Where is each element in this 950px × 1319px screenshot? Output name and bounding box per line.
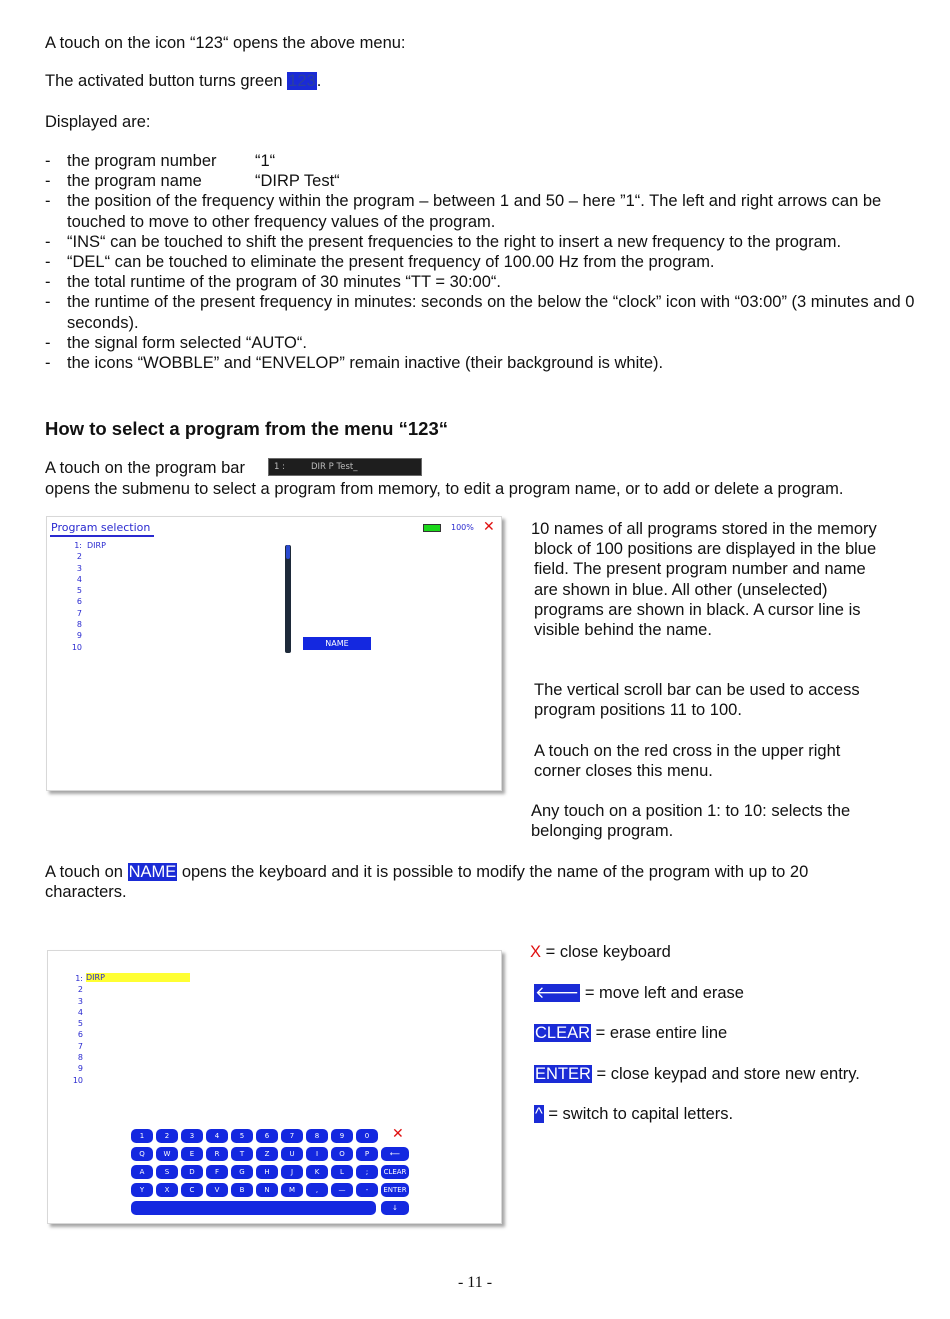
- program-selection-screenshot: [46, 516, 502, 791]
- backspace-key[interactable]: ⟵: [381, 1147, 409, 1161]
- right-paragraph-3: [534, 741, 840, 781]
- program-number[interactable]: 3: [76, 563, 82, 573]
- name-button[interactable]: NAME: [303, 637, 371, 650]
- close-keyboard-icon[interactable]: ✕: [392, 1125, 404, 1141]
- intro-line-2-text: The activated button turns green: [45, 72, 288, 90]
- text-line: are shown in blue. All other (unselected): [534, 580, 828, 599]
- key[interactable]: 6: [256, 1129, 278, 1143]
- program-number[interactable]: 6: [76, 597, 82, 607]
- legend-back-text: = move left and erase: [580, 984, 744, 1002]
- key[interactable]: K: [306, 1165, 328, 1179]
- key[interactable]: B: [231, 1183, 253, 1197]
- text-line: programs are shown in black. A cursor line is: [534, 600, 861, 619]
- key[interactable]: 3: [181, 1129, 203, 1143]
- key[interactable]: N: [256, 1183, 278, 1197]
- program-number: 5: [77, 1019, 83, 1029]
- list-item-text: the icons “WOBBLE” and “ENVELOP” remain inactive (their background is white).: [67, 354, 664, 373]
- displayed-items-list: [45, 151, 925, 373]
- list-item: - “INS“ can be touched to shift the present frequencies to the right to insert a new frequency to the program.: [45, 232, 842, 251]
- after-bar-line: opens the submenu to select a program from memory, to edit a program name, or to add or delete a program.: [45, 480, 844, 498]
- text-line: corner closes this menu.: [534, 762, 713, 781]
- legend-close-symbol: X: [530, 943, 542, 961]
- right-paragraph-1: [531, 519, 877, 640]
- list-item: - the icons “WOBBLE” and “ENVELOP” remain inactive (their background is white).: [45, 354, 664, 373]
- key[interactable]: 5: [231, 1129, 253, 1143]
- key[interactable]: T: [231, 1147, 253, 1161]
- program-number[interactable]: 5: [76, 586, 82, 596]
- key[interactable]: L: [331, 1165, 353, 1179]
- program-number: 2: [77, 985, 83, 995]
- right-paragraph-4: [531, 801, 850, 841]
- name-paragraph-line-1: [45, 862, 808, 882]
- list-item-value: “1“: [255, 152, 276, 170]
- list-item-text: “DEL“ can be touched to eliminate the present frequency of 100.00 Hz from the program.: [67, 253, 715, 272]
- list-item: - the position of the frequency within the program – between 1 and 50 – here ”1“. The left and right arrows can be touched to move to other frequency values of the program.: [45, 192, 882, 231]
- list-item-text: the position of the frequency within the program – between 1 and 50 – here ”1“. The left and right arrows can be touched to move to other frequency values of the program.: [67, 192, 882, 231]
- key[interactable]: —: [331, 1183, 353, 1197]
- legend-caps: [534, 1104, 733, 1124]
- program-bar-name: DIR P Test_: [311, 462, 358, 472]
- text-line: field. The present program number and name: [534, 560, 866, 579]
- key[interactable]: V: [206, 1183, 228, 1197]
- intro-line-1: A touch on the icon “123“ opens the above menu:: [45, 34, 406, 52]
- key[interactable]: 1: [131, 1129, 153, 1143]
- text-line: A touch on the red cross in the upper right: [534, 742, 841, 760]
- key[interactable]: A: [131, 1165, 153, 1179]
- text-line: The vertical scroll bar can be used to access: [534, 681, 860, 699]
- program-number: 9: [77, 1064, 83, 1074]
- name-paragraph-line-2: characters.: [45, 883, 127, 901]
- program-name-row-1[interactable]: DIRP: [87, 541, 106, 550]
- key[interactable]: J: [281, 1165, 303, 1179]
- key[interactable]: W: [156, 1147, 178, 1161]
- legend-enter: [534, 1064, 860, 1084]
- list-item: - the runtime of the present frequency in minutes: seconds on the below the “clock” icon with “03:00” (3 minutes and 0 seconds).: [45, 293, 915, 332]
- key[interactable]: I: [306, 1147, 328, 1161]
- list-item: - the total runtime of the program of 30 minutes “TT = 30:00“.: [45, 273, 501, 292]
- key[interactable]: ,: [306, 1183, 328, 1197]
- program-number: 3: [77, 996, 83, 1006]
- key[interactable]: R: [206, 1147, 228, 1161]
- program-number: 4: [77, 1007, 83, 1017]
- key[interactable]: F: [206, 1165, 228, 1179]
- right-paragraph-2: [534, 680, 860, 720]
- legend-enter-text: = close keypad and store new entry.: [591, 1065, 860, 1083]
- section-heading: How to select a program from the menu “123“: [45, 418, 448, 439]
- key[interactable]: Q: [131, 1147, 153, 1161]
- program-number: 1:: [75, 974, 83, 983]
- program-number-column: [69, 973, 83, 1086]
- key[interactable]: 7: [281, 1129, 303, 1143]
- key[interactable]: -: [356, 1183, 378, 1197]
- name-paragraph-text: A touch on: [45, 863, 128, 881]
- program-number: 6: [77, 1030, 83, 1040]
- shift-down-key[interactable]: ↓: [381, 1201, 409, 1215]
- list-item-text: the signal form selected “AUTO“.: [67, 333, 307, 352]
- key[interactable]: D: [181, 1165, 203, 1179]
- list-item: - the program number “1“: [45, 152, 276, 170]
- program-number[interactable]: 1:: [74, 541, 82, 550]
- vertical-scrollbar[interactable]: [285, 545, 291, 653]
- text-line: program positions 11 to 100.: [534, 701, 742, 720]
- clear-key[interactable]: CLEAR: [381, 1165, 409, 1179]
- key[interactable]: 9: [331, 1129, 353, 1143]
- key[interactable]: S: [156, 1165, 178, 1179]
- key[interactable]: 8: [306, 1129, 328, 1143]
- legend-clear: [534, 1023, 727, 1043]
- battery-level: 100%: [451, 523, 474, 532]
- list-item-label: the program name: [67, 172, 202, 191]
- intro-line-3: Displayed are:: [45, 113, 151, 131]
- program-bar-number: 1 :: [274, 462, 285, 472]
- list-item-text: the runtime of the present frequency in minutes: seconds on the below the “clock” icon with “03:00” (3 minutes and 0 seconds).: [67, 293, 915, 332]
- key[interactable]: Z: [256, 1147, 278, 1161]
- key[interactable]: Y: [131, 1183, 153, 1197]
- intro-line-2-end: .: [316, 72, 322, 90]
- list-item: - the program name “DIRP Test“: [45, 172, 340, 191]
- back-arrow-icon: 🡐: [535, 984, 580, 1002]
- text-line: block of 100 positions are displayed in the blue: [534, 540, 877, 559]
- key[interactable]: E: [181, 1147, 203, 1161]
- program-number: 8: [77, 1053, 83, 1063]
- name-paragraph-text-2: opens the keyboard and it is possible to modify the name of the program with up to 20: [177, 863, 809, 881]
- keyboard-screenshot: [47, 950, 502, 1224]
- list-item-text: the total runtime of the program of 30 minutes “TT = 30:00“.: [67, 273, 501, 292]
- page-number: - 11 -: [457, 1274, 493, 1291]
- legend-close: [530, 942, 671, 962]
- program-number[interactable]: 4: [76, 574, 82, 584]
- text-line: visible behind the name.: [534, 621, 712, 640]
- program-number[interactable]: 2: [76, 552, 82, 562]
- program-number[interactable]: 9: [76, 631, 82, 641]
- key[interactable]: X: [156, 1183, 178, 1197]
- program-selection-title: Program selection: [51, 521, 151, 534]
- space-bar[interactable]: [131, 1201, 376, 1215]
- program-bar-line: A touch on the program bar: [45, 459, 245, 477]
- key[interactable]: 4: [206, 1129, 228, 1143]
- name-edit-field[interactable]: DIRP: [86, 973, 190, 982]
- list-item-text: “INS“ can be touched to shift the present frequencies to the right to insert a new frequency to the program.: [67, 232, 842, 251]
- key[interactable]: 0: [356, 1129, 378, 1143]
- list-item: - “DEL“ can be touched to eliminate the present frequency of 100.00 Hz from the program.: [45, 253, 715, 272]
- close-icon[interactable]: ✕: [483, 518, 495, 534]
- program-number: 7: [77, 1041, 83, 1051]
- scrollbar-thumb[interactable]: [286, 545, 290, 559]
- legend-caps-text: = switch to capital letters.: [543, 1105, 734, 1123]
- enter-key[interactable]: ENTER: [381, 1183, 409, 1197]
- legend-close-text: = close keyboard: [541, 943, 671, 961]
- battery-icon: [423, 524, 441, 532]
- key[interactable]: O: [331, 1147, 353, 1161]
- key[interactable]: C: [181, 1183, 203, 1197]
- title-underline: [50, 535, 154, 537]
- list-item-label: the program number: [67, 152, 217, 170]
- program-number[interactable]: 8: [76, 620, 82, 630]
- intro-line-2: [45, 71, 321, 91]
- key[interactable]: 2: [156, 1129, 178, 1143]
- green-123-badge: 123: [288, 72, 316, 90]
- key[interactable]: H: [256, 1165, 278, 1179]
- legend-back: [534, 983, 744, 1003]
- key[interactable]: P: [356, 1147, 378, 1161]
- key[interactable]: ;: [356, 1165, 378, 1179]
- key[interactable]: U: [281, 1147, 303, 1161]
- program-number-column: [68, 540, 82, 653]
- legend-clear-text: = erase entire line: [591, 1024, 728, 1042]
- key[interactable]: G: [231, 1165, 253, 1179]
- list-item-value: “DIRP Test“: [255, 172, 340, 191]
- program-bar-image: [268, 458, 422, 476]
- program-number[interactable]: 7: [76, 608, 82, 618]
- program-number: 10: [72, 1075, 83, 1085]
- text-line: Any touch on a position 1: to 10: selects the: [531, 802, 851, 820]
- name-badge: NAME: [128, 863, 177, 881]
- clear-badge: CLEAR: [535, 1024, 591, 1042]
- enter-badge: ENTER: [535, 1065, 591, 1083]
- list-item: - the signal form selected “AUTO“.: [45, 333, 307, 352]
- text-line: 10 names of all programs stored in the memory: [531, 520, 877, 538]
- caret-badge: ^: [535, 1105, 543, 1123]
- program-number[interactable]: 10: [71, 642, 82, 652]
- key[interactable]: M: [281, 1183, 303, 1197]
- text-line: belonging program.: [531, 822, 674, 841]
